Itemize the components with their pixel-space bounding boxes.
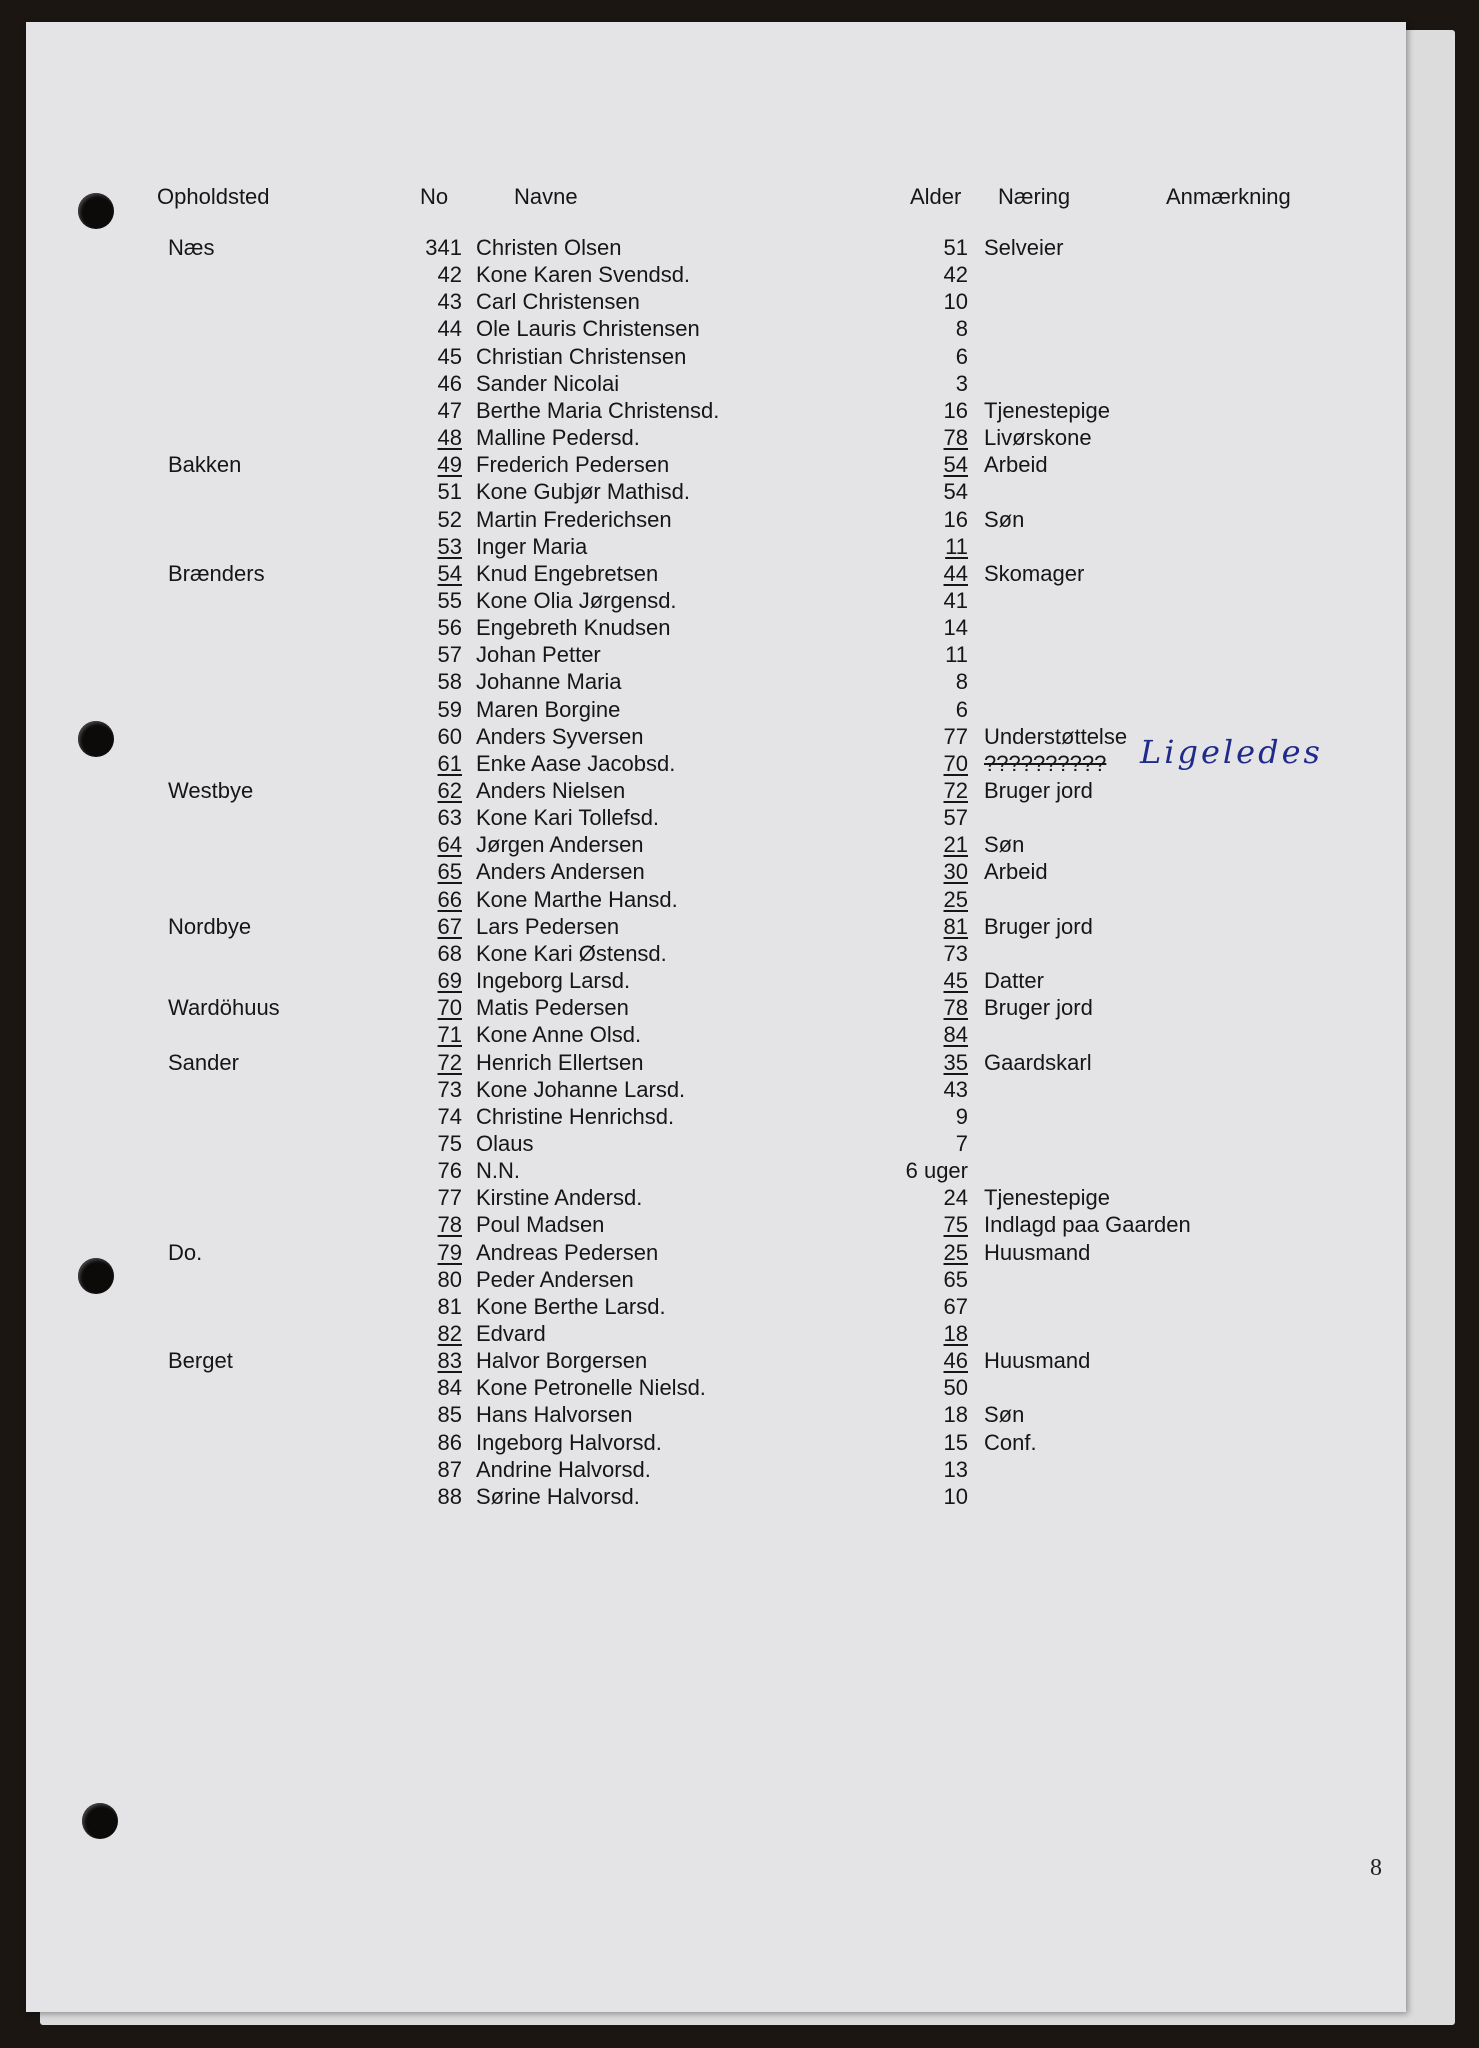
punch-hole xyxy=(78,1258,114,1294)
row-age: 7 xyxy=(955,1131,968,1156)
punch-hole xyxy=(78,721,114,757)
row-name: Engebreth Knudsen xyxy=(476,615,671,640)
row-name: Lars Pedersen xyxy=(476,914,620,939)
row-age: 72 xyxy=(943,778,968,803)
row-no: 52 xyxy=(437,507,462,532)
row-residence: Bakken xyxy=(168,452,242,477)
row-occupation: Gaardskarl xyxy=(984,1050,1092,1075)
row-age: 78 xyxy=(943,425,968,450)
row-no: 83 xyxy=(437,1348,462,1373)
row-no: 53 xyxy=(437,534,462,559)
row-age: 41 xyxy=(943,588,968,613)
row-no: 48 xyxy=(437,425,462,450)
header-occupation: Næring xyxy=(998,184,1071,209)
row-age: 25 xyxy=(943,887,968,912)
header-residence: Opholdsted xyxy=(157,184,270,209)
row-age: 3 xyxy=(955,371,968,396)
row-residence: Berget xyxy=(168,1348,233,1373)
row-no: 77 xyxy=(437,1185,462,1210)
row-age: 6 xyxy=(955,344,968,369)
row-no: 42 xyxy=(437,262,462,287)
row-no: 44 xyxy=(437,316,462,341)
row-no: 54 xyxy=(437,561,462,586)
row-age: 6 xyxy=(955,697,968,722)
row-occupation: Bruger jord xyxy=(984,778,1093,803)
row-age: 57 xyxy=(943,805,968,830)
row-name: Knud Engebretsen xyxy=(476,561,659,586)
row-occupation: Datter xyxy=(984,968,1044,993)
row-occupation: Bruger jord xyxy=(984,995,1093,1020)
punch-hole xyxy=(82,1803,118,1839)
row-name: Ingeborg Halvorsd. xyxy=(476,1430,662,1455)
row-age: 8 xyxy=(955,316,968,341)
row-residence: Do. xyxy=(168,1240,203,1265)
row-no: 87 xyxy=(437,1457,462,1482)
row-age: 75 xyxy=(943,1212,968,1237)
row-occupation: Conf. xyxy=(984,1430,1037,1455)
row-no: 85 xyxy=(437,1402,462,1427)
header-no: No xyxy=(420,184,449,209)
row-age: 44 xyxy=(943,561,968,586)
row-age: 18 xyxy=(943,1321,968,1346)
row-occupation: Søn xyxy=(984,1402,1025,1427)
row-name: Johanne Maria xyxy=(476,669,622,694)
row-no: 80 xyxy=(437,1267,462,1292)
row-age: 46 xyxy=(943,1348,968,1373)
row-name: Inger Maria xyxy=(476,534,588,559)
row-age: 65 xyxy=(943,1267,968,1292)
row-occupation: Selveier xyxy=(984,235,1064,260)
row-name: Sørine Halvorsd. xyxy=(476,1484,640,1509)
punch-hole xyxy=(78,193,114,229)
handwritten-note: Ligeledes xyxy=(1140,733,1323,771)
row-no: 65 xyxy=(437,859,462,884)
row-residence: Sander xyxy=(168,1050,239,1075)
row-name: Poul Madsen xyxy=(476,1212,605,1237)
row-occupation: Huusmand xyxy=(984,1240,1091,1265)
row-no: 66 xyxy=(437,887,462,912)
row-occupation: Arbeid xyxy=(984,452,1048,477)
row-name: Hans Halvorsen xyxy=(476,1402,633,1427)
row-age: 16 xyxy=(943,507,968,532)
row-no: 82 xyxy=(437,1321,462,1346)
row-no: 341 xyxy=(425,235,462,260)
row-age: 54 xyxy=(943,452,968,477)
row-name: Henrich Ellertsen xyxy=(476,1050,644,1075)
row-age: 25 xyxy=(943,1240,968,1265)
row-no: 76 xyxy=(437,1158,462,1183)
row-age: 10 xyxy=(943,1484,968,1509)
row-no: 69 xyxy=(437,968,462,993)
row-occupation: Tjenestepige xyxy=(984,398,1110,423)
row-name: Frederich Pedersen xyxy=(476,452,670,477)
row-occupation: Skomager xyxy=(984,561,1085,586)
row-name: Kone Kari Tollefsd. xyxy=(476,805,660,830)
row-name: Anders Syversen xyxy=(476,724,644,749)
row-no: 60 xyxy=(437,724,462,749)
row-no: 70 xyxy=(437,995,462,1020)
row-name: Martin Frederichsen xyxy=(476,507,672,532)
row-no: 58 xyxy=(437,669,462,694)
row-name: Olaus xyxy=(476,1131,534,1156)
row-name: Johan Petter xyxy=(476,642,601,667)
row-name: Berthe Maria Christensd. xyxy=(476,398,720,423)
row-name: Kone Johanne Larsd. xyxy=(476,1077,686,1102)
header-age: Alder xyxy=(910,184,962,209)
row-name: Jørgen Andersen xyxy=(476,832,644,857)
row-name: Malline Pedersd. xyxy=(476,425,640,450)
row-residence: Westbye xyxy=(168,778,254,803)
row-age: 30 xyxy=(943,859,968,884)
row-name: Peder Andersen xyxy=(476,1267,634,1292)
row-age: 24 xyxy=(943,1185,968,1210)
row-name: Enke Aase Jacobsd. xyxy=(476,751,676,776)
row-no: 73 xyxy=(437,1077,462,1102)
row-age: 84 xyxy=(943,1022,968,1047)
row-no: 56 xyxy=(437,615,462,640)
row-age: 45 xyxy=(943,968,968,993)
row-age: 13 xyxy=(943,1457,968,1482)
row-age: 10 xyxy=(943,289,968,314)
row-no: 72 xyxy=(437,1050,462,1075)
row-occupation: ?????????? xyxy=(984,751,1107,776)
row-residence: Wardöhuus xyxy=(168,995,280,1020)
row-name: Christian Christensen xyxy=(476,344,687,369)
row-no: 67 xyxy=(437,914,462,939)
row-no: 64 xyxy=(437,832,462,857)
row-age: 67 xyxy=(943,1294,968,1319)
row-occupation: Tjenestepige xyxy=(984,1185,1110,1210)
row-age: 6 uger xyxy=(905,1158,968,1183)
row-name: Kone Kari Østensd. xyxy=(476,941,667,966)
row-no: 49 xyxy=(437,452,462,477)
row-no: 47 xyxy=(437,398,462,423)
row-no: 75 xyxy=(437,1131,462,1156)
row-age: 11 xyxy=(945,534,968,559)
row-name: Kone Petronelle Nielsd. xyxy=(476,1375,706,1400)
header-names: Navne xyxy=(514,184,578,209)
row-occupation: Søn xyxy=(984,507,1025,532)
row-age: 81 xyxy=(943,914,968,939)
row-age: 73 xyxy=(943,941,968,966)
row-name: Kone Karen Svendsd. xyxy=(476,262,691,287)
row-name: Anders Nielsen xyxy=(476,778,626,803)
row-no: 59 xyxy=(437,697,462,722)
row-no: 79 xyxy=(437,1240,462,1265)
row-name: Kone Olia Jørgensd. xyxy=(476,588,677,613)
row-age: 21 xyxy=(943,832,968,857)
row-name: Andrine Halvorsd. xyxy=(476,1457,651,1482)
row-name: Andreas Pedersen xyxy=(476,1240,659,1265)
row-no: 62 xyxy=(437,778,462,803)
row-no: 46 xyxy=(437,371,462,396)
row-name: Christine Henrichsd. xyxy=(476,1104,675,1129)
row-no: 57 xyxy=(437,642,462,667)
row-no: 51 xyxy=(437,479,462,504)
row-age: 9 xyxy=(955,1104,968,1129)
row-name: Halvor Borgersen xyxy=(476,1348,648,1373)
row-no: 55 xyxy=(437,588,462,613)
row-occupation: Bruger jord xyxy=(984,914,1093,939)
row-residence: Nordbye xyxy=(168,914,252,939)
row-no: 43 xyxy=(437,289,462,314)
row-name: Anders Andersen xyxy=(476,859,645,884)
row-age: 51 xyxy=(943,235,968,260)
row-no: 71 xyxy=(437,1022,462,1047)
row-no: 61 xyxy=(437,751,462,776)
row-name: Kone Anne Olsd. xyxy=(476,1022,642,1047)
row-name: Kone Marthe Hansd. xyxy=(476,887,678,912)
row-no: 45 xyxy=(437,344,462,369)
row-residence: Næs xyxy=(168,235,215,260)
row-age: 11 xyxy=(945,642,968,667)
row-residence: Brænders xyxy=(168,561,265,586)
row-no: 78 xyxy=(437,1212,462,1237)
row-age: 42 xyxy=(943,262,968,287)
row-age: 50 xyxy=(943,1375,968,1400)
row-age: 70 xyxy=(943,751,968,776)
page-number: 8 xyxy=(1370,1855,1382,1881)
row-name: N.N. xyxy=(476,1158,520,1183)
row-name: Maren Borgine xyxy=(476,697,621,722)
row-name: Ole Lauris Christensen xyxy=(476,316,700,341)
row-occupation: Arbeid xyxy=(984,859,1048,884)
row-age: 35 xyxy=(943,1050,968,1075)
row-age: 18 xyxy=(943,1402,968,1427)
row-occupation: Huusmand xyxy=(984,1348,1091,1373)
row-name: Christen Olsen xyxy=(476,235,622,260)
row-no: 74 xyxy=(437,1104,462,1129)
header-remark: Anmærkning xyxy=(1166,184,1291,209)
row-occupation: Livørskone xyxy=(984,425,1092,450)
row-no: 81 xyxy=(437,1294,462,1319)
row-no: 68 xyxy=(437,941,462,966)
row-name: Kone Gubjør Mathisd. xyxy=(476,479,690,504)
row-name: Carl Christensen xyxy=(476,289,640,314)
row-name: Ingeborg Larsd. xyxy=(476,968,631,993)
row-occupation: Indlagd paa Gaarden xyxy=(984,1212,1191,1237)
row-no: 86 xyxy=(437,1430,462,1455)
row-name: Sander Nicolai xyxy=(476,371,620,396)
row-age: 15 xyxy=(943,1430,968,1455)
row-age: 78 xyxy=(943,995,968,1020)
row-age: 14 xyxy=(943,615,968,640)
row-occupation: Understøttelse xyxy=(984,724,1128,749)
row-name: Edvard xyxy=(476,1321,546,1346)
row-no: 63 xyxy=(437,805,462,830)
row-age: 54 xyxy=(943,479,968,504)
row-age: 43 xyxy=(943,1077,968,1102)
row-age: 16 xyxy=(943,398,968,423)
row-age: 77 xyxy=(943,724,968,749)
row-name: Kone Berthe Larsd. xyxy=(476,1294,666,1319)
row-no: 84 xyxy=(437,1375,462,1400)
row-no: 88 xyxy=(437,1484,462,1509)
row-occupation: Søn xyxy=(984,832,1025,857)
row-name: Kirstine Andersd. xyxy=(476,1185,643,1210)
row-age: 8 xyxy=(955,669,968,694)
row-name: Matis Pedersen xyxy=(476,995,629,1020)
